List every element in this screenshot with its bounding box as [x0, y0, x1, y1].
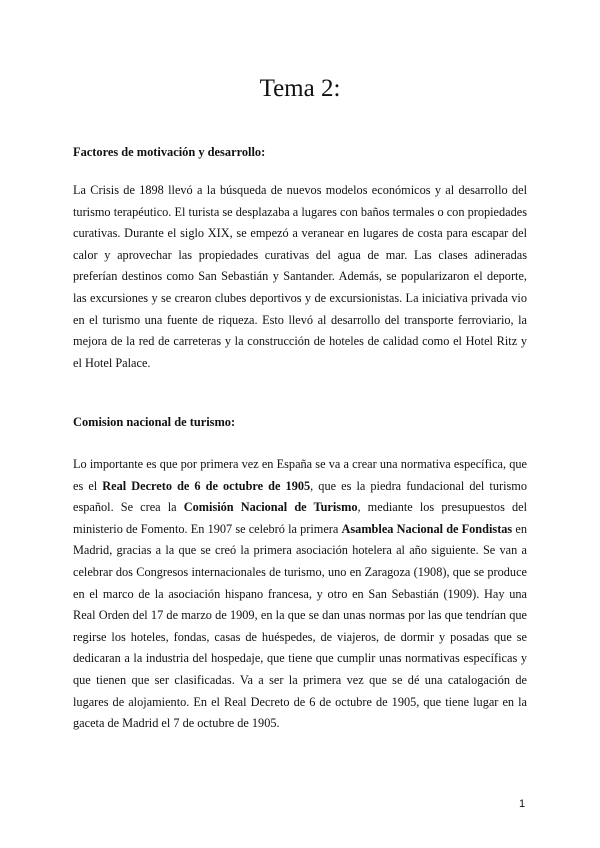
page-title: Tema 2:	[259, 75, 341, 102]
paragraph-text: en Madrid, gracias a la que se creó la primera asociación hotelera al año siguiente. Se van a celebrar dos Congresos internacionales de turismo, uno en Zaragoza (1908), que se produce en el marco de la asociación hispano francesa, y otro en San Sebastián (1909). Hay una Real Orden del 17 de marzo de 1909, en la que se dan unas normas por las que tendrían que regirse los hoteles, fondas, casas de huéspedes, de viajeros, de dormir y posadas que se dedicaran a la industria del hospedaje, que tiene que cumplir unas normativas específicas y que tienen que ser clasificadas. Va a ser la primera vez que se dé una catalogación de lugares de alojamiento. En el Real Decreto de 6 de octubre de 1905, que tiene lugar en la gaceta de Madrid el 7 de octubre de 1905.	[73, 521, 528, 731]
paragraph-text: , que es la piedra fundacional del turismo español. Se crea la	[73, 478, 527, 515]
section-heading-factores: Factores de motivación y desarrollo:	[73, 145, 266, 159]
paragraph-text: , mediante los presupuestos del ministerio de Fomento. En 1907 se celebró la primera	[73, 500, 527, 536]
paragraph-comision	[73, 454, 527, 735]
page-number: 1	[519, 798, 526, 810]
bold-real-decreto: Real Decreto de 6 de octubre de 1905	[102, 478, 311, 493]
paragraph-text: Lo importante es que por primera vez en España se va a crear una normativa específica, que es el	[73, 457, 527, 493]
bold-comision-nacional: Comisión Nacional de Turismo	[183, 500, 358, 515]
paragraph-factores: La Crisis de 1898 llevó a la búsqueda de nuevos modelos económicos y al desarrollo del turismo terapéutico. El turista se desplazaba a lugares con baños termales o con propiedades curativas. Durante el siglo XIX, se empezó a veranear en lugares de costa para escapar del calor y aprovechar las propiedades curativas del agua de mar. Las clases adineradas preferían destinos como San Sebastián y Santander. Además, se popularizaron el deporte, las excursiones y se crearon clubes deportivos y de excursionistas. La iniciativa privada vio en el turismo una fuente de riqueza. Esto llevó al desarrollo del transporte ferroviario, la mejora de la red de carreteras y la construcción de hoteles de calidad como el Hotel Ritz y el Hotel Palace.	[73, 183, 527, 370]
section-heading-comision: Comision nacional de turismo:	[73, 415, 236, 429]
bold-asamblea-nacional: Asamblea Nacional de Fondistas	[341, 521, 513, 536]
